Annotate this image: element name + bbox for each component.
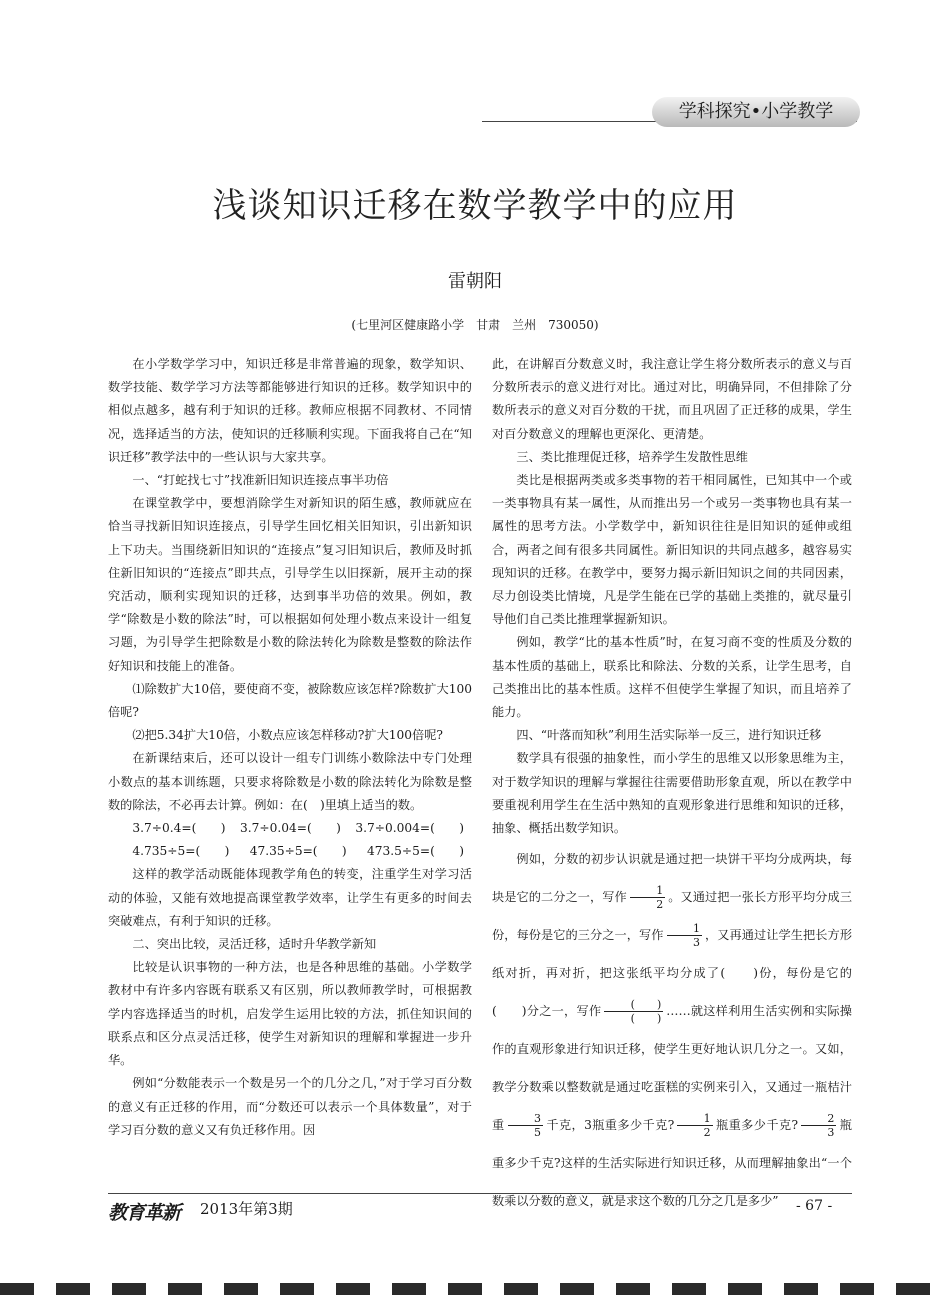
fraction [801, 1112, 836, 1139]
paragraph: 比较是认识事物的一种方法，也是各种思维的基础。小学数学教材中有许多内容既有联系又有区别，所以教师教学时，可根据教学内容选择适当的时机，启发学生运用比较的方法，抓住知识间的联系点和区分点灵活迁移，使学生对新知识的理解和掌握进一步升华。 [108, 960, 472, 1068]
fraction [604, 998, 663, 1025]
fraction-denominator: 3 [827, 1126, 835, 1140]
equation: 47.35÷5=( ) [249, 844, 347, 859]
equation: 4.735÷5=( ) [132, 844, 230, 859]
fraction-denominator: 3 [692, 936, 700, 950]
text-run: 。又通过把一张长方形平均分成三份，每份是它的三分之一，写作 [492, 890, 853, 943]
section-heading: 四、“叶落而知秋”利用生活实际举一反三，进行知识迁移 [516, 728, 822, 743]
paragraph: 例如“分数能表示一个数是另一个的几分之几，”对于学习百分数的意义有正迁移的作用，而“分数还可以表示一个具体数量”，对于学习百分数的意义又有负迁移作用。因 [108, 1076, 472, 1137]
fraction-numerator: ( ) [604, 998, 663, 1012]
fraction-denominator: ( ) [630, 1012, 662, 1026]
section-heading: 一、“打蛇找七寸”找准新旧知识连接点事半功倍 [132, 473, 389, 488]
article-title: 浅谈知识迁移在数学教学中的应用 [212, 186, 738, 226]
scan-edge-band [0, 1283, 950, 1295]
article-author: 雷朝阳 [448, 271, 502, 292]
fraction-numerator: 1 [667, 922, 702, 936]
text-run: 例如，分数的初步认识就是通过把一块饼干平均分成两块，每块是它的二分之一，写作 [492, 852, 852, 905]
text-run: 瓶重多少千克? [715, 1118, 799, 1133]
paragraph: 在新课结束后，还可以设计一组专门训练小数除法中专门处理小数点的基本训练题，只要求将除数是小数的除法转化为除数是整数的除法，不必再去计算。例如：在( )里填上适当的数。 [108, 751, 472, 812]
exercise-question: ⑴除数扩大10倍，要使商不变，被除数应该怎样?除数扩大100倍呢? [108, 681, 472, 720]
paragraph: 数学具有很强的抽象性，而小学生的思维又以形象思维为主，对于数学知识的理解与掌握往往需要借助形象直观，所以在教学中要重视利用学生在生活中熟知的直观形象进行思维和知识的迁移，抽象、概括出数学知识。 [492, 751, 852, 836]
journal-issue: 2013年第3期 [200, 1200, 293, 1218]
right-column [492, 353, 852, 1220]
fraction-denominator: 2 [703, 1126, 711, 1140]
equation: 473.5÷5=( ) [367, 844, 464, 859]
journal-logo: 教育革新 [108, 1202, 181, 1224]
paragraph: 在课堂教学中，要想消除学生对新知识的陌生感，教师就应在恰当寻找新旧知识连接点，引导学生回忆相关旧知识，引出新知识上下功夫。当围绕新旧知识的“连接点”复习旧知识后，教师及时抓住新旧知识的“连接点”即共点，引导学生以旧探新，展开主动的探究活动，顺利实现知识的迁移，达到事半功倍的效果。例如，教学“除数是小数的除法”时，可以根据如何处理小数点来设计一组复习题，为引导学生把除数是小数的除法转化为除数是整数的除法作好知识和技能上的准备。 [108, 496, 472, 673]
fraction-numerator: 1 [677, 1112, 712, 1126]
exercise-question: ⑵把5.34扩大10倍，小数点应该怎样移动?扩大100倍呢? [132, 728, 443, 743]
fraction-numerator: 2 [801, 1112, 836, 1126]
fraction [677, 1112, 712, 1139]
fraction [508, 1112, 543, 1139]
paragraph: 在小学数学学习中，知识迁移是非常普遍的现象，数学知识、数学技能、数学学习方法等都能够进行知识的迁移。数学知识中的相似点越多，越有利于知识的迁移。教师应根据不同教材、不同情况，选择适当的方法，使知识的迁移顺利实现。下面我将自己在“知识迁移”教学法中的一些认识与大家共享。 [108, 357, 472, 464]
section-heading: 三、类比推理促迁移，培养学生发散性思维 [516, 449, 748, 464]
equation: 3.7÷0.04=( ) [240, 821, 341, 836]
paragraph: 这样的教学活动既能体现教学角色的转变，注重学生对学习活动的体验，又能有效地提高课堂教学效率，让学生有更多的时间去突破难点，有利于知识的迁移。 [108, 867, 472, 928]
fraction [667, 922, 702, 949]
equation-row [108, 840, 472, 863]
fraction [630, 884, 665, 911]
fraction-denominator: 5 [533, 1126, 541, 1140]
paragraph: 类比是根据两类或多类事物的若干相同属性，已知其中一个或一类事物具有某一属性，从而推出另一个或另一类事物也具有某一属性的思考方法。小学数学中，新知识往往是旧知识的延伸或组合，两者之间有很多共同属性。新旧知识的共同点越多，越容易实现知识的迁移。在教学中，要努力揭示新旧知识之间的共同因素，尽力创设类比情境，凡是学生能在已学的基础上类推的，就尽量引导他们自己类比推理掌握新知识。 [492, 473, 852, 627]
author-affiliation: (七里河区健康路小学 甘肃 兰州 730050) [351, 318, 599, 332]
equation-row [108, 817, 472, 840]
fraction-numerator: 3 [508, 1112, 543, 1126]
left-column [108, 353, 472, 1142]
fraction-numerator: 1 [630, 884, 665, 898]
fraction-denominator: 2 [656, 898, 664, 912]
text-run: ……就这样利用生活实例和实际操作的直观形象进行知识迁移，使学生更好地认识几分之一。又如，教学分数乘以整数就是通过吃蛋糕的实例来引入，又通过一瓶桔汁重 [492, 1004, 852, 1133]
text-run: 瓶重多少千克?这样的生活实际进行知识迁移，从而理解抽象出“一个数乘以分数的意义，就是求这个数的几分之几是多少” [492, 1118, 852, 1209]
paragraph: 例如，教学“比的基本性质”时，在复习商不变的性质及分数的基本性质的基础上，联系比和除法、分数的关系，让学生思考，自己类推出比的基本性质。这样不但使学生掌握了知识，而且培养了能力。 [492, 635, 852, 720]
section-heading: 二、突出比较，灵活迁移，适时升华教学新知 [132, 937, 377, 952]
equation: 3.7÷0.004=( ) [355, 821, 464, 836]
text-run: ，又再通过让学生把长方形纸对折，再对折，把这张纸平均分成了( )份，每份是它的( )分之一，写作 [492, 928, 853, 1019]
fraction-paragraph [492, 840, 852, 1220]
paragraph: 此，在讲解百分数意义时，我注意让学生将分数所表示的意义与百分数所表示的意义进行对比。通过对比，明确异同，不但排除了分数所表示的意义对百分数的干扰，而且巩固了正迁移的成果，学生对百分数意义的理解也更深化、更清楚。 [492, 357, 852, 441]
equation: 3.7÷0.4=( ) [132, 821, 226, 836]
header-section-label: 学科探究•小学教学 [678, 101, 834, 122]
footer-rule [108, 1193, 852, 1194]
text-run: 千克，3瓶重多少千克? [545, 1118, 675, 1133]
page-number: - 67 - [796, 1198, 833, 1214]
